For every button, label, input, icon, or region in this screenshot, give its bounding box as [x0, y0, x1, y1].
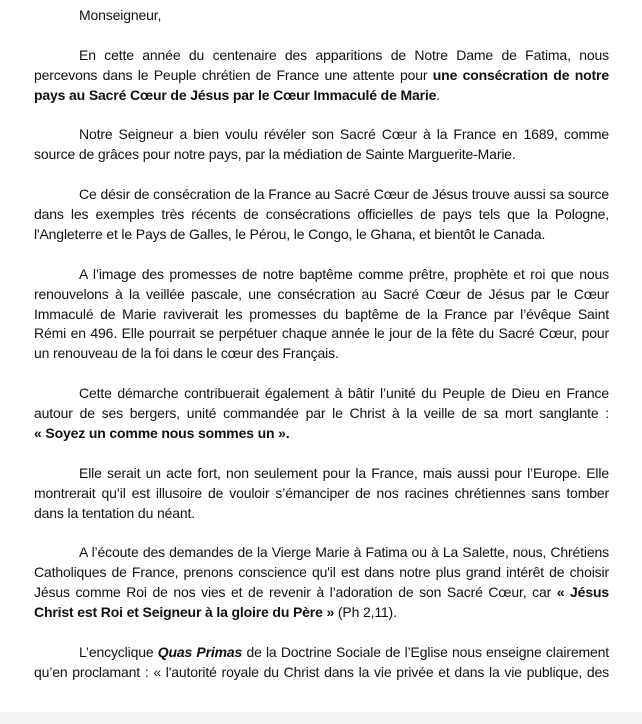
text-span: Jésus comme Roi de nos vies et de revenir à l’adoration de son Sacré Cœur, car [34, 584, 557, 601]
text-span: En cette année du centenaire des apparitions de Notre Dame de Fatima, nous [79, 46, 609, 63]
text-line [34, 543, 609, 563]
text-span: L’encyclique [79, 643, 158, 660]
paragraph [34, 125, 609, 165]
text-span: Cette démarche contribuerait également à bâtir l’unité du Peuple de Dieu en France [79, 385, 609, 402]
text-line [34, 603, 609, 623]
text-line [34, 145, 609, 165]
text-line [34, 205, 609, 225]
text-line [34, 643, 609, 663]
text-span: montrerait qu’il est illusoire de vouloir s’émanciper de nos racines chrétiennes sans tomber [34, 484, 609, 501]
text-span: (Ph 2,11). [334, 604, 397, 621]
emphasis-text: « Soyez un comme nous sommes un ». [34, 424, 290, 441]
text-line [34, 6, 609, 26]
text-span: source de grâces pour notre pays, par la médiation de Sainte Marguerite-Marie. [34, 146, 516, 163]
text-span: renouvelons à la veillée pascale, une consécration au Sacré Cœur de Jésus par le Cœur [34, 285, 609, 302]
text-line [34, 225, 609, 245]
text-span: qu’en proclamant : « l'autorité royale du Christ dans la vie privée et dans la vie publique, des [34, 663, 609, 680]
text-line [34, 66, 609, 86]
text-span: Catholiques de France, prenons conscience qu'il est dans notre plus grand intérêt de choisir [34, 564, 609, 581]
text-span: de la Doctrine Sociale de l’Eglise nous enseigne clairement [242, 643, 610, 660]
text-line [34, 384, 609, 404]
paragraph [34, 46, 609, 106]
text-line [34, 305, 609, 325]
text-line [34, 583, 609, 603]
text-span: dans la tentation du néant. [34, 504, 195, 521]
text-span: A l’image des promesses de notre baptême comme prêtre, prophète et roi que nous [79, 265, 609, 282]
salutation [34, 6, 609, 26]
paragraph [34, 643, 609, 683]
text-span: Notre Seigneur a bien voulu révéler son Sacré Cœur à la France en 1689, comme [79, 126, 609, 143]
paragraph [34, 265, 609, 365]
paragraph [34, 384, 609, 444]
text-span: percevons dans le Peuple chrétien de France une attente pour [34, 66, 433, 83]
text-line [34, 464, 609, 484]
text-line [34, 125, 609, 145]
emphasis-text: Christ est Roi et Seigneur à la gloire du Père » [34, 604, 335, 621]
text-line [34, 663, 609, 683]
text-span: Immaculé de Marie raviverait les promesses du baptême de la France par l’évêque Saint [34, 305, 609, 322]
emphasis-text: Quas Primas [157, 643, 243, 660]
text-span: Ce désir de consécration de la France au Sacré Cœur de Jésus trouve aussi sa source [79, 186, 609, 203]
text-line [34, 46, 609, 66]
text-span: Elle serait un acte fort, non seulement pour la France, mais aussi pour l’Europe. Elle [79, 464, 609, 481]
text-line [34, 185, 609, 205]
page-bottom-edge [0, 712, 642, 724]
text-line [34, 344, 609, 364]
letter-body [34, 6, 609, 703]
text-span: . [436, 86, 441, 103]
text-line [34, 563, 609, 583]
text-line [34, 504, 609, 524]
paragraph [34, 543, 609, 623]
text-line [34, 285, 609, 305]
text-span: Rémi en 496. Elle pourrait se perpétuer chaque année le jour de la fête du Sacré Cœur, pour [34, 325, 609, 342]
paragraph [34, 464, 609, 524]
text-line [34, 324, 609, 344]
emphasis-text: pays au Sacré Cœur de Jésus par le Cœur Immaculé de Marie [34, 86, 437, 103]
emphasis-text: « Jésus [556, 584, 609, 601]
text-line [34, 86, 609, 106]
text-span: un renouveau de la foi dans le cœur des Français. [34, 345, 339, 362]
text-span: dans les exemples très récents de consécrations officielles de pays tels que la Pologne, [34, 206, 609, 223]
text-span: A l’écoute des demandes de la Vierge Marie à Fatima ou à La Salette, nous, Chrétiens [79, 544, 609, 561]
text-line [34, 404, 609, 424]
paragraph [34, 185, 609, 245]
emphasis-text: une consécration de notre [432, 66, 609, 83]
text-line [34, 424, 609, 444]
text-span: l'Angleterre et le Pays de Galles, le Pérou, le Congo, le Ghana, et bientôt le Canada. [34, 225, 546, 242]
text-line [34, 484, 609, 504]
text-line [34, 265, 609, 285]
text-span: Monseigneur, [79, 7, 162, 23]
text-span: autour de ses bergers, unité commandée par le Christ à la veille de sa mort sanglante : [34, 405, 609, 422]
